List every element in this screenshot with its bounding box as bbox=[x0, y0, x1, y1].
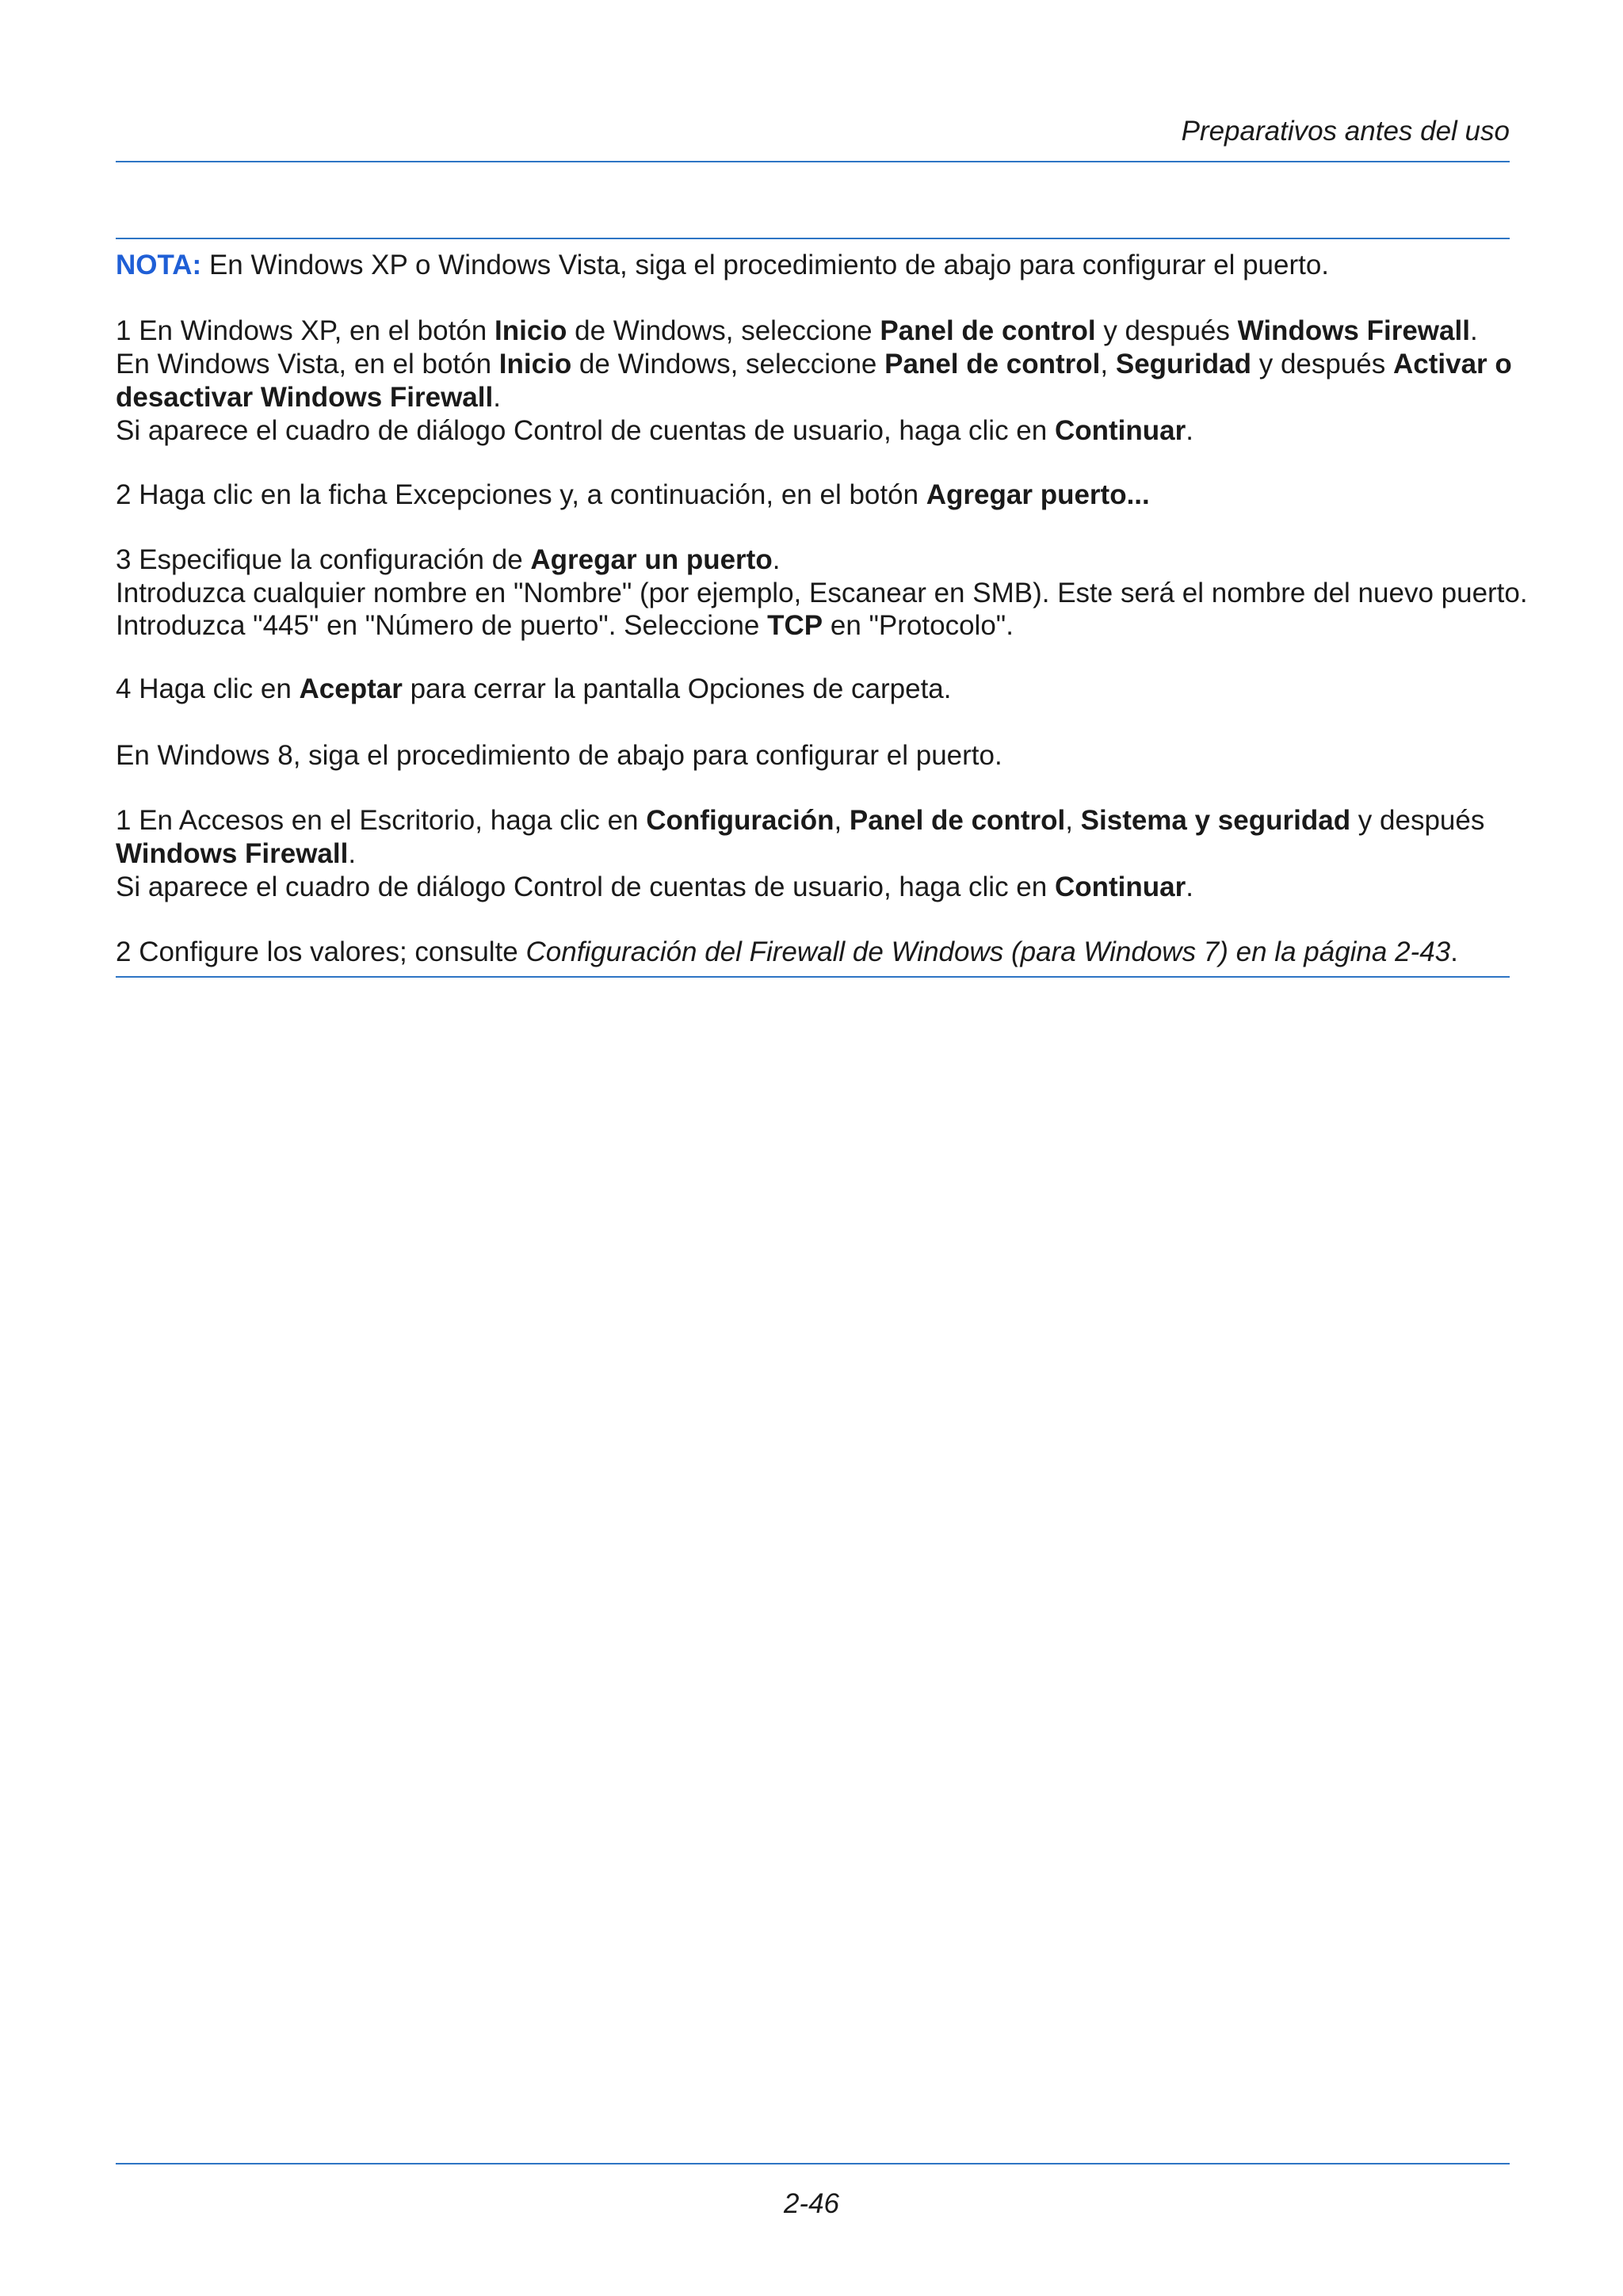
ui-term-panel-de-control: Panel de control bbox=[849, 805, 1066, 836]
xp-step4-line bbox=[116, 673, 951, 706]
text-run: de Windows, seleccione bbox=[567, 315, 880, 346]
text-run: . bbox=[1186, 871, 1193, 902]
ui-term-configuracion: Configuración bbox=[646, 805, 834, 836]
text-run: en "Protocolo". bbox=[823, 610, 1014, 641]
text-run: 2 Haga clic en la ficha Excepciones y, a continuación, en el botón bbox=[116, 479, 926, 510]
xp-step1-line4 bbox=[116, 414, 1193, 448]
ui-term-aceptar: Aceptar bbox=[299, 673, 403, 704]
xp-step2-line bbox=[116, 479, 1150, 512]
ui-term-activar: Activar o bbox=[1393, 349, 1512, 379]
text-run: 4 Haga clic en bbox=[116, 673, 300, 704]
ui-term-continuar: Continuar bbox=[1054, 871, 1186, 902]
xp-step3-line1 bbox=[116, 543, 780, 577]
ui-term-agregar-puerto: Agregar puerto... bbox=[926, 479, 1150, 510]
note-intro-line bbox=[116, 249, 1329, 282]
win8-step1-line3 bbox=[116, 871, 1193, 904]
ui-term-inicio: Inicio bbox=[495, 315, 567, 346]
text-run: 3 Especifique la configuración de bbox=[116, 544, 531, 575]
ui-term-tcp: TCP bbox=[767, 610, 823, 641]
text-run: 2 Configure los valores; consulte bbox=[116, 936, 526, 967]
header-rule bbox=[116, 161, 1510, 162]
page-number: 2-46 bbox=[783, 2188, 840, 2219]
text-run: de Windows, seleccione bbox=[571, 349, 885, 379]
ui-term-inicio: Inicio bbox=[498, 349, 572, 379]
win8-step1-line1 bbox=[116, 804, 1484, 837]
ui-term-desactivar-firewall: desactivar Windows Firewall bbox=[116, 382, 494, 413]
ui-term-agregar-un-puerto: Agregar un puerto bbox=[530, 544, 773, 575]
text-run: y después bbox=[1251, 349, 1393, 379]
text-run: Introduzca "445" en "Número de puerto". Seleccione bbox=[116, 610, 768, 641]
note-intro-text: En Windows XP o Windows Vista, siga el procedimiento de abajo para configurar el puerto. bbox=[201, 250, 1330, 280]
text-run: Si aparece el cuadro de diálogo Control de cuentas de usuario, haga clic en bbox=[116, 415, 1055, 446]
text-run: . bbox=[1469, 315, 1478, 346]
ui-term-windows-firewall: Windows Firewall bbox=[116, 838, 349, 869]
win8-step1-line2 bbox=[116, 837, 356, 871]
text-run: . bbox=[772, 544, 781, 575]
xp-step1-line1 bbox=[116, 315, 1478, 348]
note-label: NOTA: bbox=[116, 250, 202, 280]
text-run: . bbox=[348, 838, 357, 869]
text-run: y después bbox=[1350, 805, 1485, 836]
text-run: y después bbox=[1095, 315, 1238, 346]
xp-step3-line2: Introduzca cualquier nombre en "Nombre" (por ejemplo, Escanear en SMB). Este será el nombre del nuevo puerto. bbox=[116, 578, 1528, 608]
text-run: 1 En Accesos en el Escritorio, haga clic en bbox=[116, 805, 647, 836]
ui-term-continuar: Continuar bbox=[1054, 415, 1186, 446]
text-run: , bbox=[1065, 805, 1081, 836]
text-run: . bbox=[493, 382, 501, 413]
ui-term-seguridad: Seguridad bbox=[1115, 349, 1251, 379]
text-run: . bbox=[1450, 936, 1458, 967]
win8-step2-line bbox=[116, 936, 1458, 969]
ui-term-panel-de-control: Panel de control bbox=[880, 315, 1096, 346]
text-run: , bbox=[1100, 349, 1116, 379]
footer-rule bbox=[116, 2163, 1510, 2164]
xp-step1-line2 bbox=[116, 348, 1512, 381]
header-section-title: Preparativos antes del uso bbox=[1181, 116, 1510, 147]
ui-term-windows-firewall: Windows Firewall bbox=[1237, 315, 1470, 346]
text-run: , bbox=[834, 805, 850, 836]
ui-term-panel-de-control: Panel de control bbox=[884, 349, 1101, 379]
text-run: . bbox=[1186, 415, 1193, 446]
text-run: 1 En Windows XP, en el botón bbox=[116, 315, 495, 346]
cross-reference-link[interactable]: Configuración del Firewall de Windows (para Windows 7) en la página 2-43 bbox=[525, 936, 1451, 967]
win8-intro-line: En Windows 8, siga el procedimiento de abajo para configurar el puerto. bbox=[116, 740, 1002, 771]
xp-step3-line3 bbox=[116, 609, 1014, 643]
text-run: En Windows Vista, en el botón bbox=[116, 349, 499, 379]
text-run: para cerrar la pantalla Opciones de carpeta. bbox=[402, 673, 952, 704]
ui-term-sistema-y-seguridad: Sistema y seguridad bbox=[1080, 805, 1351, 836]
xp-step1-line3 bbox=[116, 381, 501, 414]
text-run: Si aparece el cuadro de diálogo Control de cuentas de usuario, haga clic en bbox=[116, 871, 1055, 902]
